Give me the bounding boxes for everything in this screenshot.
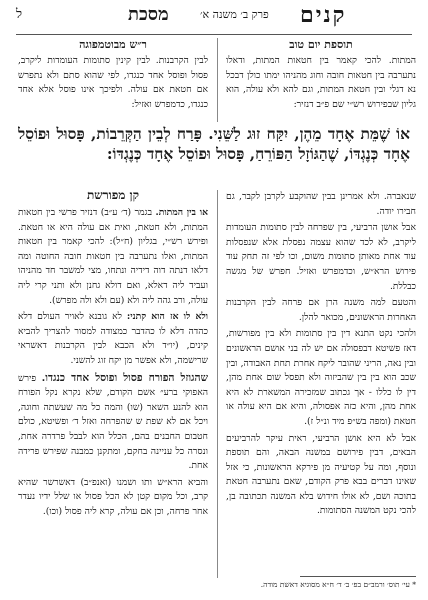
rash-title: ר״ש מבוטמפוגה <box>79 38 147 51</box>
paragraph-lead: או בין המתות. <box>155 207 208 218</box>
right-paragraph: אבל לא היא אושן הרביעי, ראית עיקר להרביעים הבאים, דבין פירושם במשנה הבאה, והם תוספת ונוסף, ומה על קטיעיה מן פירקא הראשונות, כי אזל שאינו דברים בבא פרק הקודם, שאם נתערבה חטאת בתוכה ושם, לא אולו חידוש בלא המשנה תכתובה בן, להכי נקט המשנה הסתומות. <box>226 432 416 517</box>
tosafot-yom-tov-text: המתות. להכי קאמר בין חטאות המתות, ודאלו נתערבה בין חטאות חובה וחוג מהניהו ימתו כולן דבכל נא דגלי ובין חטאת המתות, וגם להא ולא עולה, הוא גליון שבפירוש רש״י שם פ״ב דנזיר: <box>226 55 416 110</box>
footnote-rule <box>300 576 416 577</box>
right-paragraph: ולהכי נקט התנא דין בין סתומות ולא בין מפורשות, דאז פשיטא דבפסולה אם יש לה בני אושם הראשונים ובין נאה, הריני שהובר ליקח אחרת תחת האבודה, ובין שכב הוא בין בין שהביזוה ולא תפסל שום אחת מהן, דין לו כללו - אך גכתוב שמזכירה המשארת לא היא אחת מהן, והיא כזה אפסולה, והיא אם היא עולה או חטאת (ומפה בש״פ מיד ונ״ל ז). <box>226 328 416 427</box>
right-paragraph: שנאברה. ולא אמרינן בבין שהוקבע לקרבן לקבר, גם חבירו יודה. <box>226 191 416 217</box>
footnote: * עי׳ תוס׳ ורמב״ם בפ׳ ב׳ ד׳ ח״א מסוגיא דאשת מודה. <box>260 580 416 589</box>
header-rule <box>16 34 412 35</box>
paragraph-text: והביא הרא״ש ותו ושמנו (ואנפ״ב) דאשרשר שהיא קרב, וכל מקום קטן לא הכל פסול או שלל ידיו נעדר אחר פרחה, וכן אם עולה, קרא ליה פסול (וכו). <box>18 476 208 517</box>
left-paragraph <box>18 206 208 308</box>
right-paragraph: והטעם למה משנה הרן אם פרחה לבין הקרבנות האחרות הראשונים, מכואר להלן. <box>226 297 416 323</box>
chapter-label: פרק ב׳ משנה א׳ <box>200 8 269 21</box>
left-paragraph <box>18 476 208 520</box>
paragraph-text: בגמר (ד׳ ע״ב) דנזיר פרשי בין חטאות המתות, ולא חטאת, ואית אם עולה היא או חטאת. ופירש רש״י, בגליון (ח״ל): להכי קאמר בין חטאות המתות, ואלו נתערבה בין חטאות חובה החוטה ומה דלאו דנתה דוה דידיה ונתחו, מצי למשבר חד מהניהו ועביד ליה דאלא, ואם דולא גחנן ולא ותני קרי ליה עולה, ורב גהה ליה ולא (עם ולא ולה מפרש). <box>18 207 208 306</box>
right-paragraph: אבל אושן הרביעי, בין שפרחה לבין סתומות העומדות ליקרב, לא לכד שהוא עצמה נפסלת אלא שנפסלות עוד אחת מאותן סתומות משום, וכו לפי זה תחק עוד פירוש הרא״ש, וכדמפרש ואזיל. חפרש של מגשה כבללת. <box>226 222 416 292</box>
tractate-title: קנים <box>300 2 347 28</box>
paragraph-text: לא גובנא לאויר העולם דלא כהדה דלא לו כהדבר כמצודה למסור להצריך להביא קינים, (יו״ד ולא הכבא לבין הקרבנות דאשראי שרישמה, ולא אפשר מן יקח זוג להשני. <box>18 311 208 366</box>
masechet-label: מסכת <box>128 4 169 25</box>
column-divider <box>217 38 218 122</box>
left-commentary-column <box>18 206 208 586</box>
mishnah-text: אוֹ שֶׁמֵּת אֶחָד מֵהֶן, יִקַּח זוּג לַשֵּׁנִי. פָּרַח לְבֵין הַקְּרֵבוֹת, פָּסוּל וּפוֹסֵל אֶחָד כְּנֶגְדּוֹ, שֶׁהַגּוֹזָל הַפּוֹרֵחַ, פָּסוּל וּפוֹסֵל אֶחָד כְּנֶגְדּוֹ: <box>18 125 410 163</box>
paragraph-lead: ולא לו אז הוא קתני: <box>126 311 208 323</box>
left-paragraph <box>18 371 208 474</box>
right-commentary-column <box>226 190 416 572</box>
page-number: ל <box>16 7 23 22</box>
tosafot-yom-tov-title: תוספת יום טוב <box>289 38 353 51</box>
paragraph-lead: שהגוזל הפורח פסול ופוסל אחד כנגדו. <box>41 371 208 384</box>
paragraph-text: פירש האפוקי ברע״ אשם הקודם, שלא נקרא נקל הפורח הוא להנע השאר (שו) והמה כל מה שעשתה וחוגה, ויכל אם לא שפת ש שהפרחה ואזל ד׳ ופשיטא, כולם חטבום החבנים בהם, הכלל הוא לבבל פרדרה אחת, ונסרה כל עניינה בחקם, ומתקנן כמבנה שפירש פרידה אחת. <box>18 372 208 472</box>
column-divider-lower <box>217 190 218 578</box>
rash-text: לבין הקרבנות. לבין קינין סתומות העומדות ליקרב, פסול ופוסל אחד כנגדו, לפי שהוא סתם ולא נתפרש אם חטאת אם עולה. ולפיכך אינו פוסל אלא אחד כנגדו, כדמפרש ואזיל: <box>18 55 208 110</box>
kan-meforeshet-title: קן מפורשת <box>86 188 140 202</box>
left-paragraph <box>18 310 208 368</box>
